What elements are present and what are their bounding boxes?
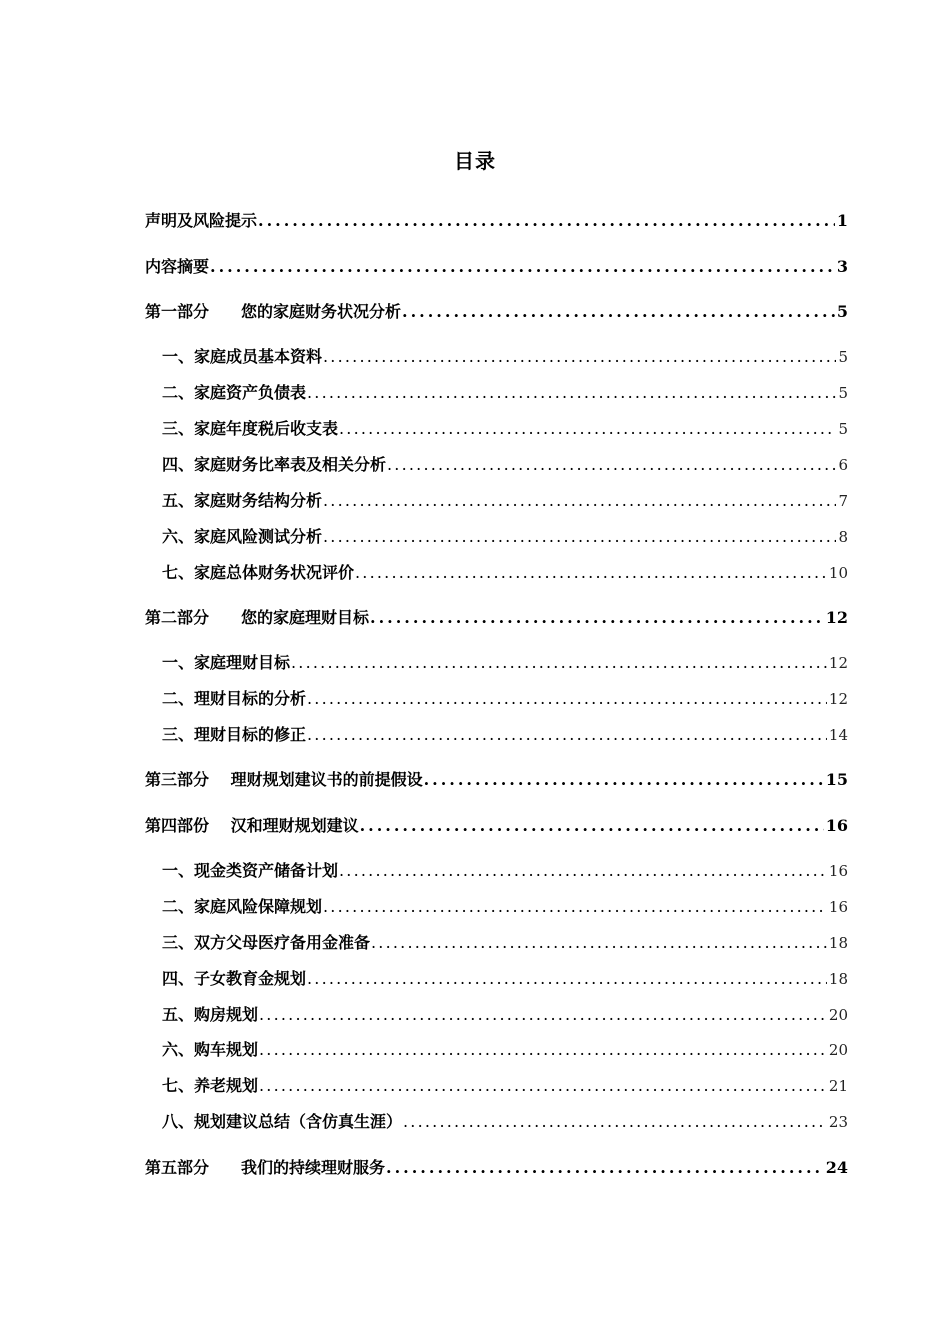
toc-entry[interactable]: [145, 299, 848, 323]
toc-entry-label: 二、家庭风险保障规划: [162, 897, 323, 916]
toc-entry-label: 二、理财目标的分析: [162, 689, 307, 708]
toc-entry-label: 七、家庭总体财务状况评价: [162, 563, 355, 582]
toc-entry-page: 12: [828, 690, 848, 708]
toc-entry-label: 三、理财目标的修正: [162, 725, 307, 744]
leader-dots: [323, 527, 836, 546]
toc-entry-label: 一、家庭成员基本资料: [162, 347, 323, 366]
toc-entry-page: 1: [836, 211, 848, 230]
leader-dots: [210, 257, 835, 276]
toc-subentry[interactable]: [145, 560, 848, 584]
toc-subentry[interactable]: [145, 722, 848, 746]
toc-subentry[interactable]: [145, 1037, 848, 1061]
toc-subentry[interactable]: [145, 488, 848, 512]
toc-entry-label: 第三部分 理财规划建议书的前提假设: [145, 770, 423, 789]
leader-dots: [386, 1158, 824, 1177]
toc-subentry[interactable]: [145, 1109, 848, 1133]
leader-dots: [307, 383, 836, 402]
toc-subentry[interactable]: [145, 1073, 848, 1097]
toc-entry[interactable]: [145, 254, 848, 278]
leader-dots: [307, 725, 827, 744]
leader-dots: [402, 302, 835, 321]
toc-entry-page: 16: [825, 816, 848, 835]
leader-dots: [387, 455, 836, 474]
leader-dots: [323, 491, 836, 510]
toc-subentry[interactable]: [145, 380, 848, 404]
toc-subentry[interactable]: [145, 650, 848, 674]
toc-entry-label: 一、家庭理财目标: [162, 653, 291, 672]
toc-entry-page: 16: [828, 898, 848, 916]
leader-dots: [424, 770, 824, 789]
toc-entry-label: 八、规划建议总结（含仿真生涯）: [162, 1112, 403, 1131]
leader-dots: [259, 1040, 827, 1059]
toc-entry-label: 第一部分 您的家庭财务状况分析: [145, 302, 402, 321]
toc-entry-label: 七、养老规划: [162, 1076, 259, 1095]
toc-entry-label: 六、家庭风险测试分析: [162, 527, 323, 546]
leader-dots: [370, 608, 824, 627]
toc-entry-label: 四、家庭财务比率表及相关分析: [162, 455, 387, 474]
toc-subentry[interactable]: [145, 1002, 848, 1026]
toc-entry-page: 18: [828, 970, 848, 988]
toc-entry-page: 3: [836, 257, 848, 276]
toc-subentry[interactable]: [145, 894, 848, 918]
leader-dots: [323, 897, 827, 916]
toc-entry-page: 20: [828, 1041, 848, 1059]
toc-entry-page: 21: [828, 1077, 848, 1095]
leader-dots: [339, 419, 836, 438]
toc-entry-page: 7: [838, 492, 848, 510]
leader-dots: [360, 816, 824, 835]
toc-entry-label: 五、购房规划: [162, 1005, 259, 1024]
toc-entry-page: 5: [838, 348, 848, 366]
toc-entry-label: 一、现金类资产储备计划: [162, 861, 339, 880]
toc-entry-label: 第二部分 您的家庭理财目标: [145, 608, 370, 627]
toc-entry-page: 12: [828, 654, 848, 672]
leader-dots: [403, 1112, 827, 1131]
toc-subentry[interactable]: [145, 686, 848, 710]
toc-entry-label: 三、双方父母医疗备用金准备: [162, 933, 371, 952]
toc-entry-label: 六、购车规划: [162, 1040, 259, 1059]
leader-dots: [307, 969, 827, 988]
toc-entry-page: 5: [838, 420, 848, 438]
toc-entry-page: 15: [825, 770, 848, 789]
leader-dots: [291, 653, 827, 672]
toc-entry-label: 二、家庭资产负债表: [162, 383, 307, 402]
toc-entry-page: 20: [828, 1006, 848, 1024]
toc-entry-label: 内容摘要: [145, 257, 210, 276]
toc-entry-page: 16: [828, 862, 848, 880]
leader-dots: [355, 563, 827, 582]
leader-dots: [307, 689, 827, 708]
toc-subentry[interactable]: [145, 452, 848, 476]
toc-entry[interactable]: [145, 813, 848, 837]
toc-entry-label: 第五部分 我们的持续理财服务: [145, 1158, 386, 1177]
toc-entry-page: 14: [828, 726, 848, 744]
toc-entry-label: 四、子女教育金规划: [162, 969, 307, 988]
leader-dots: [258, 211, 835, 230]
leader-dots: [339, 861, 827, 880]
toc-entry-label: 声明及风险提示: [145, 211, 258, 230]
toc-entry-label: 五、家庭财务结构分析: [162, 491, 323, 510]
toc-subentry[interactable]: [145, 524, 848, 548]
toc-entry-page: 12: [825, 608, 848, 627]
toc-entry-page: 10: [828, 564, 848, 582]
toc-entry-page: 24: [825, 1158, 848, 1177]
toc-entry[interactable]: [145, 208, 848, 232]
toc-entry-page: 8: [838, 528, 848, 546]
toc-entry-page: 18: [828, 934, 848, 952]
toc-subentry[interactable]: [145, 966, 848, 990]
leader-dots: [371, 933, 827, 952]
toc-entry[interactable]: [145, 605, 848, 629]
toc-subentry[interactable]: [145, 930, 848, 954]
toc-entry[interactable]: [145, 1155, 848, 1179]
toc-title: 目录: [454, 149, 496, 173]
leader-dots: [259, 1005, 827, 1024]
toc-entry-page: 5: [836, 302, 848, 321]
leader-dots: [323, 347, 836, 366]
toc-entry-label: 三、家庭年度税后收支表: [162, 419, 339, 438]
toc-entry-label: 第四部份 汉和理财规划建议: [145, 816, 359, 835]
toc-subentry[interactable]: [145, 858, 848, 882]
leader-dots: [259, 1076, 827, 1095]
toc-subentry[interactable]: [145, 344, 848, 368]
toc-entry-page: 6: [838, 456, 848, 474]
toc-entry[interactable]: [145, 767, 848, 791]
toc-entry-page: 5: [838, 384, 848, 402]
toc-subentry[interactable]: [145, 416, 848, 440]
toc-entry-page: 23: [828, 1113, 848, 1131]
